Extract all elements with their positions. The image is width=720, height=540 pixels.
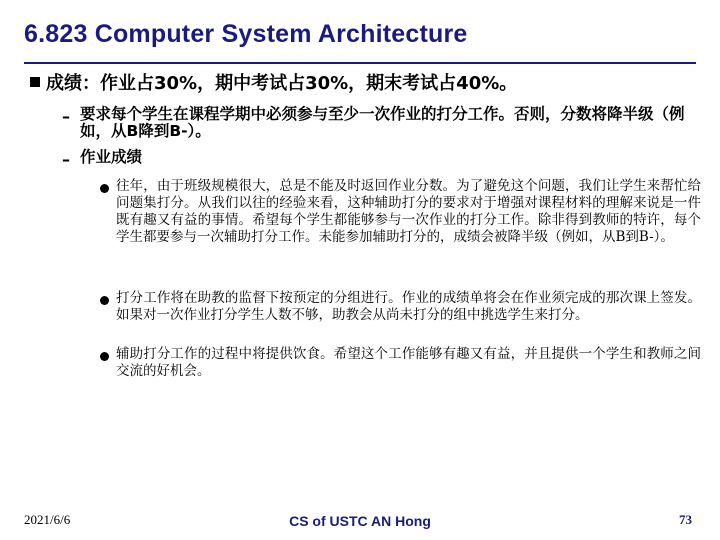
homework-item-3: 辅助打分工作的过程中将提供饮食。希望这个工作能够有趣又有益，并且提供一个学生和教师之间交流的好机会。 (116, 346, 701, 379)
footer-course: CS of USTC AN Hong (289, 513, 431, 529)
title-divider (24, 62, 696, 64)
round-bullet-icon (100, 184, 109, 193)
slide-title: 6.823 Computer System Architecture (24, 20, 468, 48)
footer-date: 2021/6/6 (24, 512, 71, 527)
dash-bullet-icon: – (62, 150, 70, 169)
bullet-grading (30, 73, 517, 95)
sub-bullet-homework: 作业成绩 (80, 148, 143, 166)
round-bullet-icon (100, 296, 109, 305)
sub-bullet-requirement: 要求每个学生在课程学期中必须参与至少一次作业的打分工作。否则，分数将降半级（例如，从B降到B-）。 (80, 105, 685, 140)
page-number: 73 (679, 512, 692, 527)
round-bullet-icon (100, 352, 109, 361)
homework-item-2: 打分工作将在助教的监督下按预定的分组进行。作业的成绩单将会在作业须完成的那次课上签发。如果对一次作业打分学生人数不够，助教会从尚未打分的组中挑选学生来打分。 (116, 290, 701, 323)
homework-item-1: 往年，由于班级规模很大，总是不能及时返回作业分数。为了避免这个问题，我们让学生来帮忙给问题集打分。从我们以往的经验来看，这种辅助打分的要求对于增强对课程材料的理解来说是一件既有趣又有益的事情。希望每个学生都能够参与一次作业的打分工作。除非得到教师的特许，每个学生都要参与一次辅助打分工作。未能参加辅助打分的，成绩会被降半级（例如，从B到B-）。 (116, 178, 701, 245)
square-bullet-icon (30, 77, 40, 87)
dash-bullet-icon: – (62, 107, 70, 126)
bullet-grading-text: 成绩：作业占30%，期中考试占30%，期末考试占40%。 (46, 73, 518, 94)
